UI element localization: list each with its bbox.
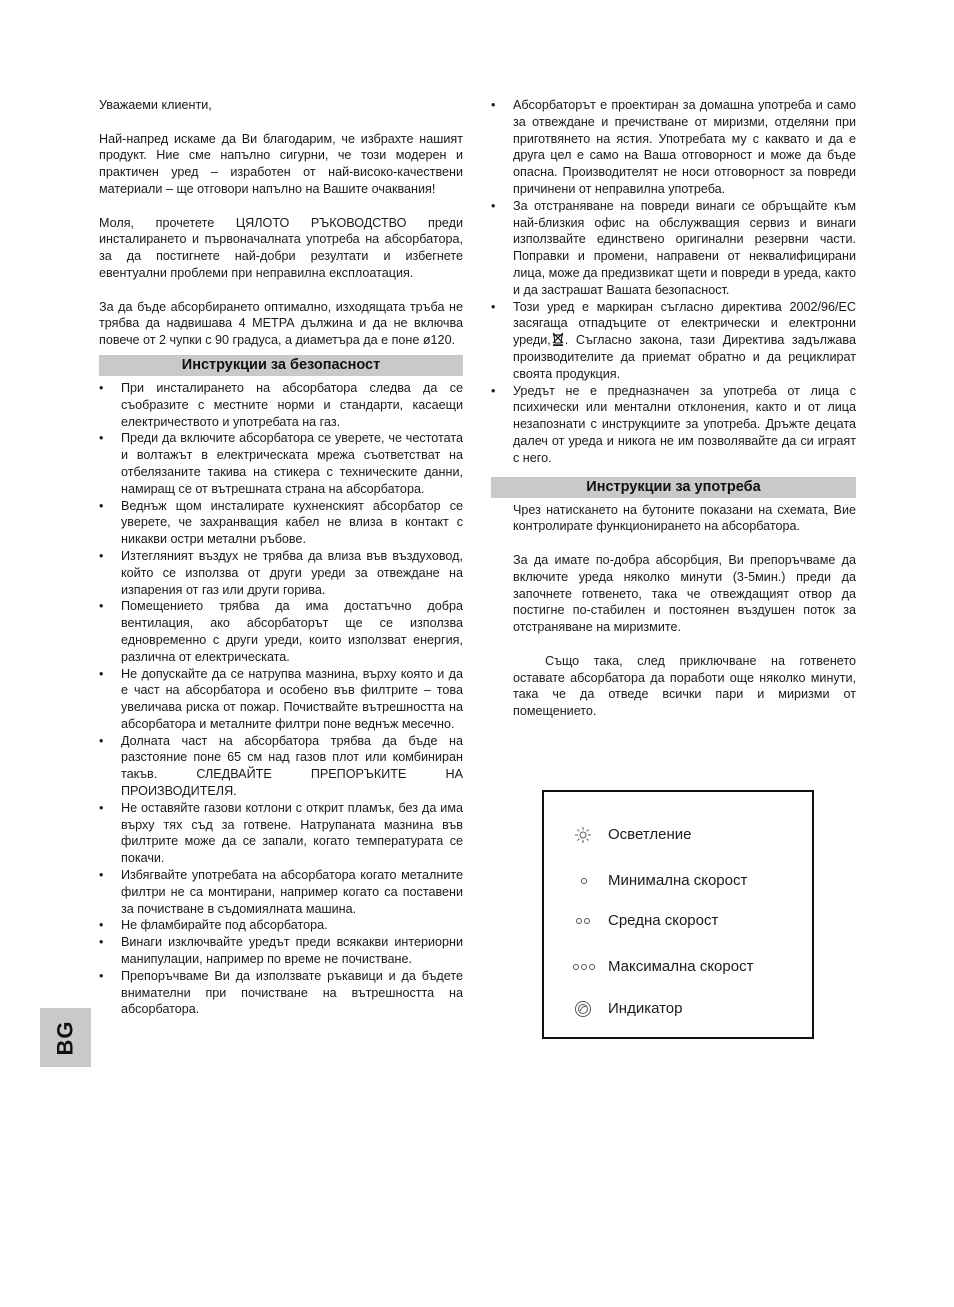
bullet-icon: • [491, 198, 496, 213]
intro-paragraph-2: Моля, прочетете ЦЯЛОТО РЪКОВОДСТВО преди инсталирането и първоначалната употреба на абсорбатора, за да постигнете най-добри резултати и избегнете евентуални проблеми при неправилна експлоатация. [99, 215, 463, 280]
intro-paragraph-3: За да бъде абсорбирането оптимално, изходящата тръба не трябва да надвишава 4 МЕТРА дължина и да не включва повече от 2 чупки с 90 градуса, а диаметъра да е поне ø120. [99, 299, 463, 348]
usage-paragraph-1: Чрез натискането на бутоните показани на схемата, Вие контролирате функционирането на абсорбатора. [513, 502, 856, 534]
list-item: • Препоръчваме Ви да използвате ръкавици и да бъдете внимателни при почистване на вътрешността на абсорбатора. [99, 968, 463, 1017]
list-item: • Винаги изключвайте уредът преди всякакви интериорни манипулации, например по време не почистване. [99, 935, 463, 967]
list-item: • Абсорбаторът е проектиран за домашна употреба и само за отвеждане и пречистване от миризми, отделяни при приготвянето на ястия. Употребата му с каквато и да е друга цел е само на Ваша отговорност и може да бъде опасна. Производителят не носи отговорност за повреди причинени от неправилна употреба. [491, 98, 856, 196]
controls-legend [542, 790, 814, 1039]
list-item: • Не фламбирайте под абсорбатора. [99, 918, 328, 933]
legend-label: Максимална скорост [608, 958, 754, 975]
bullet-icon: • [99, 800, 104, 815]
bullet-icon: • [99, 918, 104, 933]
list-item: • Помещението трябва да има достатъчно добра вентилация, ако абсорбаторът ще се използва едновременно с други уреди, които използват енергия, различна от електрическата. [99, 599, 463, 664]
legend-label: Индикатор [608, 1000, 683, 1017]
legend-item-mid-speed [574, 912, 718, 930]
list-item: • За отстраняване на повреди винаги се обръщайте към най-близкия офис на обслужващия сервиз и винаги използвайте единствено оригинални резервни части. Поправки и промени, направени от неквалифицирани лица, може да предизвикат щети и повреди в уреда, както и да застрашат Вашата безопасност. [491, 198, 856, 297]
list-item: • Преди да включите абсорбатора се уверете, че честотата и волтажът в електрическата мрежа съответстват на отбелязаните такива на стикера с техническите данни, намиращ се от вътрешната страна на абсорбатора. [99, 431, 463, 496]
bullet-icon: • [99, 599, 104, 614]
bullet-icon: • [99, 380, 104, 395]
bullet-icon: • [99, 868, 104, 883]
list-item: • Изтегляният въздух не трябва да влиза във въздуховод, който се използва от други уреди за отвеждане на изпарения от газ или други горива. [99, 548, 463, 597]
list-item: • Не оставяйте газови котлони с открит пламък, без да има върху тях съд за готвене. Натрупаната мазнина във филтрите може да се запали, когато температурата се покачи. [99, 800, 463, 866]
list-item: • Долната част на абсорбатора трябва да бъде на разстояние поне 65 см над газов плот или комбиниран такъв. СЛЕДВАЙТЕ ПРЕПОРЪКИТЕ НА ПРОИЗВОДИТЕЛЯ. [99, 733, 463, 799]
left-column [99, 97, 463, 1018]
bullet-icon: • [491, 299, 496, 314]
bullet-icon: • [99, 498, 104, 513]
bullet-icon: • [99, 431, 104, 446]
bullet-icon: • [99, 935, 104, 950]
usage-paragraph-3: Също така, след приключване на готвенето оставате абсорбатора да поработи още няколко минути, така че да отведе всички пари и миризми от помещението. [513, 653, 856, 719]
crossed-bin-icon [552, 332, 564, 346]
bullet-icon: • [491, 383, 496, 398]
list-item: • При инсталирането на абсорбатора следва да се съобразите с местните норми и стандарти, касаещи електричеството и употребата на газ. [99, 380, 463, 429]
notes-list [491, 97, 856, 467]
bullet-icon: • [99, 666, 104, 681]
light-icon [574, 826, 608, 844]
speed-mid-icon [574, 916, 608, 926]
safety-heading: Инструкции за безопасност [99, 355, 463, 376]
bullet-icon: • [99, 968, 104, 983]
speed-min-icon [574, 876, 608, 886]
legend-item-max-speed [572, 958, 753, 976]
bullet-icon: • [491, 98, 496, 112]
list-item: • Избягвайте употребата на абсорбатора когато металните филтри не са монтирани, например когато са поставени за почистване в съдомиялната машина. [99, 868, 463, 916]
safety-list [99, 380, 463, 1018]
legend-item-indicator [574, 1000, 683, 1018]
list-item: • Веднъж щом инсталирате кухненският абсорбатор се уверете, че захранващия кабел не влиза в контакт с никакви остри метални ръбове. [99, 498, 463, 547]
usage-paragraph-2: За да имате по-добра абсорбция, Ви препоръчваме да включите уреда няколко минути (3-5мин.) преди да започнете готвенето, така че отвеждащият отвор да постигне по-стабилен и постоянен въздушен поток за отстраняване на миризмите. [513, 552, 856, 635]
legend-label: Средна скорост [608, 912, 719, 929]
list-item: • Този уред е маркиран съгласно директива 2002/96/ЕС засягаща отпадъците от електрически и електронни уреди, . Съгласно закона, тази Директива задължава производителите да приемат обратно и да рециклират своята продукция. [491, 299, 856, 381]
bullet-icon: • [99, 548, 104, 563]
list-item: • Не допускайте да се натрупва мазнина, върху която и да е част на абсорбатора и особено във филтрите – това увеличава риска от пожар. Почиствайте вътрешността на абсорбатора и металните филтри поне веднъж месечно. [99, 666, 463, 731]
indicator-icon [574, 1000, 608, 1018]
language-code: BG [52, 1020, 78, 1055]
intro-paragraph-1: Най-напред искаме да Ви благодарим, че избрахте нашият продукт. Ние сме напълно сигурни, че този модерен и практичен уред – изработен от най-високо-качествени материали – ще отговори напълно на Вашите очаквания! [99, 131, 463, 196]
speed-max-icon [572, 962, 608, 972]
legend-label: Минимална скорост [608, 872, 748, 889]
right-column [491, 97, 856, 720]
bullet-icon: • [99, 733, 104, 748]
greeting: Уважаеми клиенти, [99, 98, 212, 112]
usage-heading: Инструкции за употреба [491, 477, 856, 498]
legend-label: Осветление [608, 826, 692, 843]
legend-item-light [574, 826, 691, 844]
language-tab [40, 1008, 91, 1067]
list-item: • Уредът не е предназначен за употреба от лица с психически или ментални отклонения, както и от лица незапознати с инструкциите за употреба. Дръжте децата далеч от уреда и никога не им позволявайте да си играят с него. [491, 383, 856, 465]
legend-item-min-speed [574, 872, 747, 890]
